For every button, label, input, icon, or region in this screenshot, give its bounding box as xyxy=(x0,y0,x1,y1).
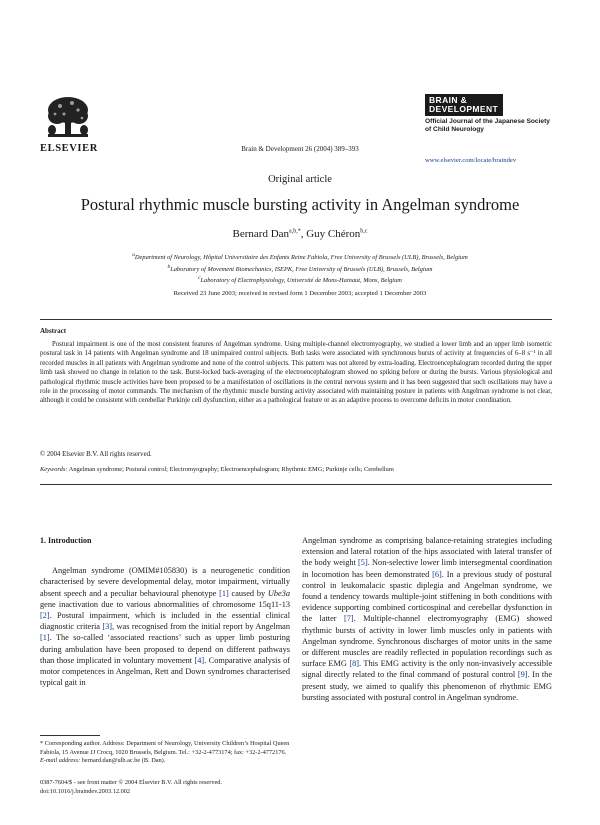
journal-citation: Brain & Development 26 (2004) 389–393 xyxy=(241,145,359,153)
abstract-heading: Abstract xyxy=(40,327,67,335)
citation-link[interactable]: [7] xyxy=(343,614,354,624)
copyright-line: © 2004 Elsevier B.V. All rights reserved. xyxy=(40,451,152,458)
doi-line[interactable]: doi:10.1016/j.braindev.2003.12.002 xyxy=(40,787,131,795)
paragraph-text: Angelman syndrome (OMIM#105830) is a neurogenetic condition characterised by severe developmental delay, motor impairment, virtually absent speech and a peculiar behavioural phenotype xyxy=(40,566,290,598)
citation-link[interactable]: [6] xyxy=(432,569,442,579)
paragraph-text: . The so-called ‘associated reactions’ such as upper limb posturing during ambulation have been proposed to depend on different pathways than those implicated in voluntary movement xyxy=(40,633,290,665)
citation-link[interactable]: [8] xyxy=(349,659,359,669)
paragraph-text: . Non-selective lower limb intersegmental coordination in locomotion has been demonstrated xyxy=(302,558,552,579)
journal-logo-title: BRAIN & DEVELOPMENT xyxy=(425,94,503,116)
author-list: Bernard Dan$^{a,b,*}$, Guy Chéron$^{b,c}$ xyxy=(232,228,368,240)
abstract-body: Postural impairment is one of the most consistent features of Angelman syndrome. Using multiple-channel electromyography, we studied a lower limb and an upper limb isometric postural task in 14 patients with Angelman syndrome and 18 unimpaired control subjects. Both tasks were associated with synchronous bursts of activity at frequencies of 6–8 s⁻¹ in all recorded muscles in all patients with Angelman syndrome and none of the control subjects. This pattern was not altered by extra-loading. Electroencephalogram recorded during the upper limb task showed no change in relation to the task. Burst-locked back-averaging of the electroencephalogram showed no spiking before or during the bursts. Various physiological and pathological rhythmic muscle activities have been proposed to be a manifestation of oscillations in the central nervous system and it has been suggested that such oscillations may have a role in the processing of motor commands. The mechanism of the rhythmic muscle bursting activity associated with maintaining posture in patients with Angelman syndrome is not clear, although it could be consistent with cerebellar Purkinje cell dysfunction, either as a pathological feature or as an adaptive process to overcome deficits in motor coordination. xyxy=(40,341,552,405)
right-column xyxy=(302,535,552,703)
citation-link[interactable]: [5] xyxy=(358,558,368,568)
author-affiliation-marker: a,b,* xyxy=(289,228,301,235)
citation-link[interactable]: [3] xyxy=(102,622,113,632)
paragraph-text: . Multiple-channel electromyography (EMG) showed rhythmic bursts of activity in lower limb muscles only in patients with Angelman syndrome. Synchronous discharges of motor units in the same or different muscles are readily reflected in population recordings such as surface EMG xyxy=(302,614,553,669)
email-address-link[interactable]: bernard.dan@ulb.ac.be (B. Dan). xyxy=(81,757,166,765)
affiliation: $^b$Laboratory of Movement Biomechanics, ISEPK, Free University of Brussels (ULB), Brussels, Belgium xyxy=(167,263,433,273)
section-heading-introduction: 1. Introduction xyxy=(40,536,92,545)
intro-paragraph-1 xyxy=(40,565,290,688)
corresponding-author-note: * Corresponding author. Address: Department of Neurology, University Children’s Hospital Queen Fabiola, 15 Avenue JJ Crocq, 1020 Brussels, Belgium. Tel.: +32-2-4773174; fax: +32-2-4772176. xyxy=(40,740,290,756)
citation-link[interactable]: [1] xyxy=(40,633,50,643)
intro-paragraph-2 xyxy=(302,535,552,703)
footnote xyxy=(40,740,290,766)
author-affiliation-marker: b,c xyxy=(360,228,368,235)
paragraph-text: Angelman syndrome as comprising balance-retaining strategies including extension and lateral rotation of the hips associated with lateral transfer of the body weight xyxy=(302,536,552,568)
affiliation: $^c$Laboratory of Electrophysiology, Université de Mons-Hainaut, Mons, Belgium xyxy=(198,275,402,285)
affiliation-marker: a xyxy=(132,252,135,258)
keywords-text: Angelman syndrome; Postural control; Electromyography; Electroencephalogram; Rhythmic EMG; Purkinje cells; Cerebellum xyxy=(68,466,394,473)
keywords-line xyxy=(40,466,552,473)
citation-link[interactable]: [4] xyxy=(194,655,205,665)
citation-link[interactable]: [2] xyxy=(40,611,50,621)
author-name: Guy Chéron xyxy=(306,228,361,240)
paragraph-text: gene inactivation due to various abnormalities of chromosome 15q11-13 xyxy=(40,599,290,609)
citation-link[interactable]: [9] xyxy=(517,670,528,680)
divider-bottom xyxy=(40,484,552,485)
paragraph-text: . In the present study, we aimed to qualify this phenomenon of rhythmic EMG bursting associated with postural control in Angelman syndrome. xyxy=(302,670,552,702)
keywords-label: Keywords: xyxy=(40,466,68,473)
gene-name: Ube3a xyxy=(267,588,290,598)
paragraph-text: . Comparative analysis of motor competences in Angelman, Rett and Down syndromes characterised typical gait in xyxy=(40,655,290,688)
paragraph-text: . In a previous study of postural control in leukomalacic spastic diplegia and Angelman syndrome, we found a tendency towards multiple-joint stiffening in both conditions with evidence supporting combined corticospinal and cerebellar dysfunction in the latter xyxy=(302,569,552,624)
journal-url-link[interactable]: www.elsevier.com/locate/braindev xyxy=(425,157,517,164)
paragraph-text: . This EMG activity is the only non-invasively accessible signal directly related to the final command of postural control xyxy=(302,659,552,680)
citation-link[interactable]: [1] xyxy=(219,588,229,598)
article-title: Postural rhythmic muscle bursting activity in Angelman syndrome xyxy=(80,195,520,214)
front-matter xyxy=(40,779,222,796)
journal-logo xyxy=(425,94,551,134)
divider-top xyxy=(40,319,552,320)
affiliation: $^a$Department of Neurology, Hôpital Universitaire des Enfants Reine Fabiola, Free University of Brussels (ULB), Brussels, Belgium xyxy=(132,252,468,262)
affiliation-marker: c xyxy=(198,275,201,282)
affiliation-marker: b xyxy=(167,263,171,270)
publisher-name: ELSEVIER xyxy=(40,143,98,154)
affiliation-list xyxy=(0,251,600,286)
paragraph-text: . Postural impairment, which is included in the essential clinical diagnostic criteria xyxy=(40,611,290,632)
footnote-divider xyxy=(40,735,100,736)
issn-line: 0387-7604/$ - see front matter © 2004 Elsevier B.V. All rights reserved. xyxy=(40,779,222,786)
elsevier-tree-icon xyxy=(40,94,96,142)
article-type: Original article xyxy=(268,174,332,185)
author-name: Bernard Dan xyxy=(232,228,290,240)
paragraph-text: caused by xyxy=(228,588,268,598)
received-dates: Received 23 June 2003; received in revised form 1 December 2003; accepted 1 December 2003 xyxy=(173,290,427,297)
paragraph-text: , was recognised from the initial report by Angelman xyxy=(112,622,290,632)
journal-logo-subtitle: Official Journal of the Japanese Society of Child Neurology xyxy=(425,118,550,133)
left-column xyxy=(40,535,290,688)
email-label: E-mail address: xyxy=(40,757,81,765)
